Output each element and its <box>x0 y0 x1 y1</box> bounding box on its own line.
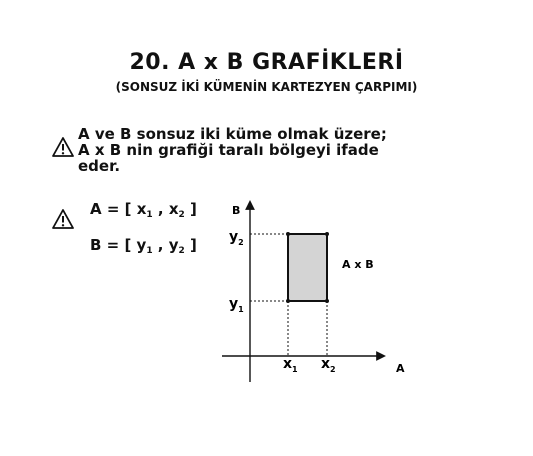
set-a-name: A <box>90 200 102 218</box>
x2-label: $x_2$ <box>321 356 336 374</box>
x1-label: $x_1$ <box>283 356 298 374</box>
y1-label: $y_1$ <box>229 296 244 314</box>
x-axis-label: A <box>396 362 405 375</box>
y-axis-label: B <box>232 204 241 217</box>
description-line-3: eder. <box>78 157 121 175</box>
description-line-1: A ve B sonsuz iki küme olmak üzere; <box>78 125 387 143</box>
product-region <box>288 234 327 301</box>
description-line-2: A x B nin grafiği taralı bölgeyi ifade <box>78 141 379 159</box>
set-b-definition: B = [ $y_1$ , $y_2$ ] <box>90 236 197 256</box>
set-a-definition: A = [ $x_1$ , $x_2$ ] <box>90 200 197 220</box>
page-title: 20. A x B GRAFİKLERİ <box>129 50 404 75</box>
y2-label: $y_2$ <box>229 229 244 247</box>
page-subtitle: (SONSUZ İKİ KÜMENİN KARTEZYEN ÇARPIMI) <box>115 80 418 94</box>
set-b-name: B <box>90 236 102 254</box>
region-label: A x B <box>342 258 374 271</box>
